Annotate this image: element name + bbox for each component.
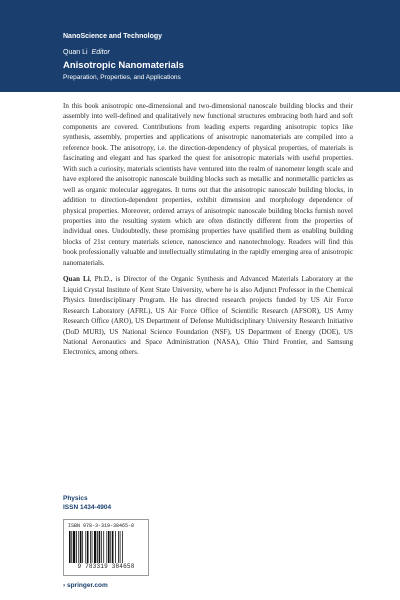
barcode-bar (101, 531, 102, 563)
series-name: NanoScience and Technology (63, 33, 163, 40)
barcode-bar (108, 531, 110, 563)
barcode-bar (85, 531, 86, 563)
isbn-barcode-box (63, 519, 149, 576)
barcode-bar (87, 531, 89, 563)
barcode-bar (118, 531, 119, 563)
back-cover-text (63, 101, 353, 358)
barcode-bar (106, 531, 107, 563)
barcode-bar (110, 531, 111, 563)
isbn-text: ISBN 978-3-319-38465-8 (68, 523, 135, 529)
barcode-bar (115, 531, 116, 563)
publisher-link[interactable]: › springer.com (63, 582, 108, 589)
barcode-bar (99, 531, 101, 563)
barcode-bar (73, 531, 75, 563)
barcode-bar (71, 531, 72, 563)
issn-label: ISSN 1434-4904 (63, 504, 112, 511)
barcode-bar (112, 531, 114, 563)
barcode-bar (97, 531, 98, 563)
book-subtitle: Preparation, Properties, and Applications (63, 74, 181, 81)
barcode-bar (69, 531, 71, 563)
editor-role: Editor (91, 49, 110, 56)
barcode-bar (122, 531, 123, 563)
barcode-bar (82, 531, 83, 563)
subject-label: Physics (63, 495, 88, 502)
editor-name: Quan Li (63, 49, 88, 56)
barcode-bar (120, 531, 121, 563)
barcode-bar (90, 531, 91, 563)
author-bio-paragraph (63, 274, 353, 358)
barcode-digits: 9 783319 384658 (77, 563, 135, 570)
editor-line (63, 49, 110, 56)
book-title: Anisotropic Nanomaterials (63, 60, 184, 71)
barcode-graphic (69, 531, 143, 563)
barcode-bar (76, 531, 77, 563)
description-paragraph: In this book anisotropic one-dimensional and two-dimensional nanoscale building blocks and their assembly into well-defined and qualitatively new functional structures embracing both hard and soft components are covered. Contributions from leading experts regarding anisotropic topics like synthesis, assembly, properties and applications of anisotropic nanomaterials are compiled into a reference book. The anisotropy, i.e. the direction-dependency of physical properties, of materials is fascinating and elegant and has sparked the quest for anisotropic materials with useful properties. With such a curiosity, materials scientists have ventured into the realm of nanometer length scale and have explored the anisotropic nanoscale building blocks such as metallic and nonmetallic particles as well as organic molecular aggregates. It turns out that the anisotropic nanoscale building blocks, in addition to direction-dependent properties, exhibit dimension and morphology dependence of physical properties. Moreover, ordered arrays of anisotropic nanoscale building blocks furnish novel properties into the resulting system which are often distinctly different from the properties of individual ones. Undoubtedly, these promising properties have qualified them as enabling building blocks of 21st century materials science, nanoscience and nanotechnology. Readers will find this book professionally valuable and intellectually stimulating in the rapidly emerging area of anisotropic nanomaterials. (63, 102, 353, 267)
bio-name: Quan Li (63, 275, 90, 284)
barcode-bar (92, 531, 93, 563)
bio-text: , Ph.D., is Director of the Organic Synthesis and Advanced Materials Laboratory at the Liquid Crystal Institute of Kent State University, where he is also Adjunct Professor in the Chemical Physics Interdisciplinary Program. He has directed research projects funded by US Air Force Research Laboratory (AFRL), US Air Force Office of Scientific Research (AFSOR), US Army Research Office (ARO), US Department of Defense Multidisciplinary University Research Initiative (DoD MURI), US National Science Foundation (NSF), US Department of Energy (DOE), US National Aeronautics and Space Administration (NASA), Ohio Third Frontier, and Samsung Electronics, among others. (63, 275, 353, 357)
barcode-bar (94, 531, 96, 563)
barcode-bar (103, 531, 104, 563)
header-band (0, 0, 400, 92)
barcode-bar (78, 531, 79, 563)
barcode-bar (80, 531, 82, 563)
